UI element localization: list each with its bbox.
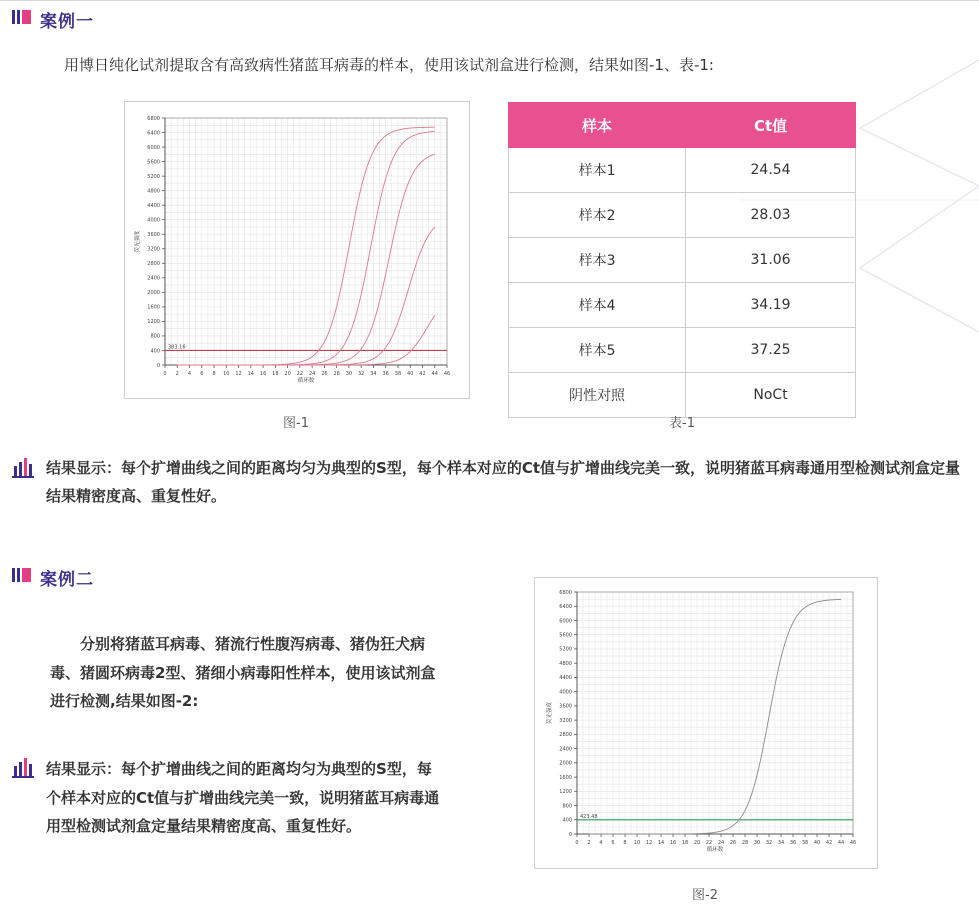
table-cell-sample: 阴性对照	[509, 373, 686, 418]
x-tick-label: 46	[849, 840, 857, 846]
y-tick-label: 5200	[559, 646, 572, 653]
x-tick-label: 44	[837, 840, 845, 846]
chart1	[125, 102, 469, 398]
y-tick-label: 3200	[559, 717, 572, 724]
x-tick-label: 36	[382, 371, 389, 377]
y-tick-label: 2000	[147, 290, 160, 297]
x-tick-label: 26	[729, 840, 737, 846]
y-tick-label: 5600	[559, 632, 572, 639]
case1-result-label: 结果显示：	[46, 459, 122, 477]
y-tick-label: 0	[568, 831, 572, 838]
x-tick-label: 24	[717, 840, 725, 846]
x-tick-label: 16	[669, 840, 677, 846]
x-tick-label: 2	[175, 371, 179, 377]
table-cell-sample: 样本3	[509, 238, 686, 283]
case1-result	[46, 455, 966, 511]
table-cell-sample: 样本4	[509, 283, 686, 328]
table-cell-ct: 37.25	[686, 328, 856, 373]
x-tick-label: 18	[681, 840, 689, 846]
x-tick-label: 34	[370, 371, 377, 377]
x-tick-label: 10	[633, 840, 641, 846]
x-tick-label: 6	[611, 840, 615, 846]
x-tick-label: 32	[357, 371, 365, 377]
x-tick-label: 14	[247, 371, 255, 377]
y-tick-label: 1200	[559, 789, 572, 796]
y-tick-label: 6400	[559, 604, 572, 611]
y-tick-label: 5200	[147, 173, 160, 180]
case1-result-text: 每个扩增曲线之间的距离均匀为典型的S型，每个样本对应的Ct值与扩增曲线完美一致，说明猪蓝耳病毒通用型检测试剂盒定量结果精密度高、重复性好。	[46, 459, 961, 505]
x-tick-label: 22	[296, 371, 304, 377]
x-axis-label: 循环数	[297, 378, 315, 384]
case2-intro: 分别将猪蓝耳病毒、猪流行性腹泻病毒、猪伪狂犬病毒、猪圆环病毒2型、猪细小病毒阳性样本，使用该试剂盒进行检测,结果如图-2:	[50, 635, 436, 710]
table-row	[509, 193, 856, 238]
x-tick-label: 10	[223, 371, 230, 377]
y-tick-label: 2400	[559, 746, 572, 753]
x-tick-label: 20	[284, 371, 291, 377]
x-tick-label: 38	[801, 840, 809, 846]
y-tick-label: 1600	[147, 304, 160, 311]
y-tick-label: 400	[562, 817, 572, 824]
table-header-ct: Ct值	[686, 103, 856, 148]
y-tick-label: 4800	[559, 660, 572, 667]
y-axis-label: 荧光强度	[135, 230, 141, 253]
x-tick-label: 36	[789, 840, 797, 846]
chart2	[535, 578, 877, 868]
y-tick-label: 800	[150, 333, 160, 340]
x-tick-label: 46	[443, 371, 451, 377]
case2-title: 案例二	[40, 570, 94, 590]
chart2-frame	[534, 577, 878, 869]
figure2-caption: 图-2	[692, 888, 718, 903]
table-cell-sample: 样本2	[509, 193, 686, 238]
y-tick-label: 1600	[559, 774, 572, 781]
y-tick-label: 4400	[147, 202, 160, 209]
y-tick-label: 400	[150, 348, 160, 355]
case1-intro: 用博日纯化试剂提取含有高致病性猪蓝耳病毒的样本，使用该试剂盒进行检测，结果如图-1、表-1:	[64, 56, 714, 74]
x-tick-label: 14	[657, 840, 665, 846]
y-tick-label: 0	[156, 362, 160, 369]
x-tick-label: 24	[308, 371, 316, 377]
y-tick-label: 5600	[147, 159, 160, 166]
x-tick-label: 6	[200, 371, 204, 377]
y-tick-label: 3200	[147, 246, 160, 253]
x-tick-label: 34	[777, 840, 785, 846]
y-tick-label: 4400	[559, 675, 572, 682]
case2-result	[46, 755, 442, 841]
ct-table	[508, 102, 856, 418]
y-tick-label: 800	[562, 803, 572, 810]
x-tick-label: 0	[575, 840, 579, 846]
x-tick-label: 28	[741, 840, 749, 846]
section-icon-case2	[12, 568, 31, 582]
x-tick-label: 32	[765, 840, 773, 846]
table-cell-ct: 28.03	[686, 193, 856, 238]
x-tick-label: 30	[345, 371, 353, 377]
top-divider	[0, 0, 979, 1]
table-cell-ct: 34.19	[686, 283, 856, 328]
case1-title: 案例一	[40, 12, 94, 32]
table-cell-sample: 样本5	[509, 328, 686, 373]
y-tick-label: 4800	[147, 188, 160, 195]
y-tick-label: 6800	[559, 589, 572, 596]
x-tick-label: 12	[645, 840, 653, 846]
x-tick-label: 22	[705, 840, 713, 846]
y-tick-label: 6800	[147, 115, 160, 122]
figure1-caption: 图-1	[283, 416, 309, 431]
table-row	[509, 373, 856, 418]
x-tick-label: 4	[599, 840, 603, 846]
section-icon-case1	[12, 10, 31, 24]
y-tick-label: 2800	[559, 732, 572, 739]
y-tick-label: 4000	[147, 217, 160, 224]
bar-chart-icon	[12, 458, 38, 478]
table-row	[509, 148, 856, 193]
x-tick-label: 28	[333, 371, 340, 377]
y-tick-label: 2000	[559, 760, 572, 767]
y-tick-label: 4000	[559, 689, 572, 696]
table1-caption: 表-1	[669, 416, 695, 431]
table-row	[509, 238, 856, 283]
threshold-label: 383.16	[168, 344, 186, 351]
chart1-frame	[124, 101, 470, 399]
y-tick-label: 2400	[147, 275, 160, 282]
x-tick-label: 8	[212, 371, 216, 377]
y-tick-label: 6000	[147, 144, 160, 151]
x-tick-label: 16	[259, 371, 267, 377]
x-tick-label: 40	[813, 840, 821, 846]
bar-chart-icon	[12, 758, 38, 778]
y-axis-label: 荧光强度	[547, 701, 553, 725]
y-tick-label: 6000	[559, 618, 572, 625]
y-tick-label: 1200	[147, 319, 160, 326]
x-axis-label: 循环数	[706, 847, 724, 853]
threshold-label: 423.48	[580, 813, 598, 820]
x-tick-label: 40	[407, 371, 414, 377]
x-tick-label: 38	[394, 371, 402, 377]
x-tick-label: 8	[623, 840, 627, 846]
x-tick-label: 12	[235, 371, 242, 377]
x-tick-label: 30	[753, 840, 761, 846]
table-row	[509, 328, 856, 373]
x-tick-label: 2	[587, 840, 591, 846]
y-tick-label: 2800	[147, 261, 160, 268]
table-cell-sample: 样本1	[509, 148, 686, 193]
table-cell-ct: 31.06	[686, 238, 856, 283]
case2-result-label: 结果显示：	[46, 760, 122, 778]
x-tick-label: 42	[419, 371, 426, 377]
x-tick-label: 42	[825, 840, 833, 846]
x-tick-label: 44	[431, 371, 438, 377]
table-cell-ct: 24.54	[686, 148, 856, 193]
x-tick-label: 4	[187, 371, 192, 377]
x-tick-label: 18	[272, 371, 279, 377]
table-cell-ct: NoCt	[686, 373, 856, 418]
y-tick-label: 6400	[147, 130, 160, 137]
y-tick-label: 3600	[147, 232, 160, 239]
x-tick-label: 0	[163, 371, 167, 377]
y-tick-label: 3600	[559, 703, 572, 710]
table-header-sample: 样本	[509, 103, 686, 148]
case2-result-text: 每个扩增曲线之间的距离均匀为典型的S型，每个样本对应的Ct值与扩增曲线完美一致，说明猪蓝耳病毒通用型检测试剂盒定量结果精密度高、重复性好。	[46, 760, 440, 835]
x-tick-label: 26	[321, 371, 328, 377]
table-row	[509, 283, 856, 328]
x-tick-label: 20	[693, 840, 701, 846]
